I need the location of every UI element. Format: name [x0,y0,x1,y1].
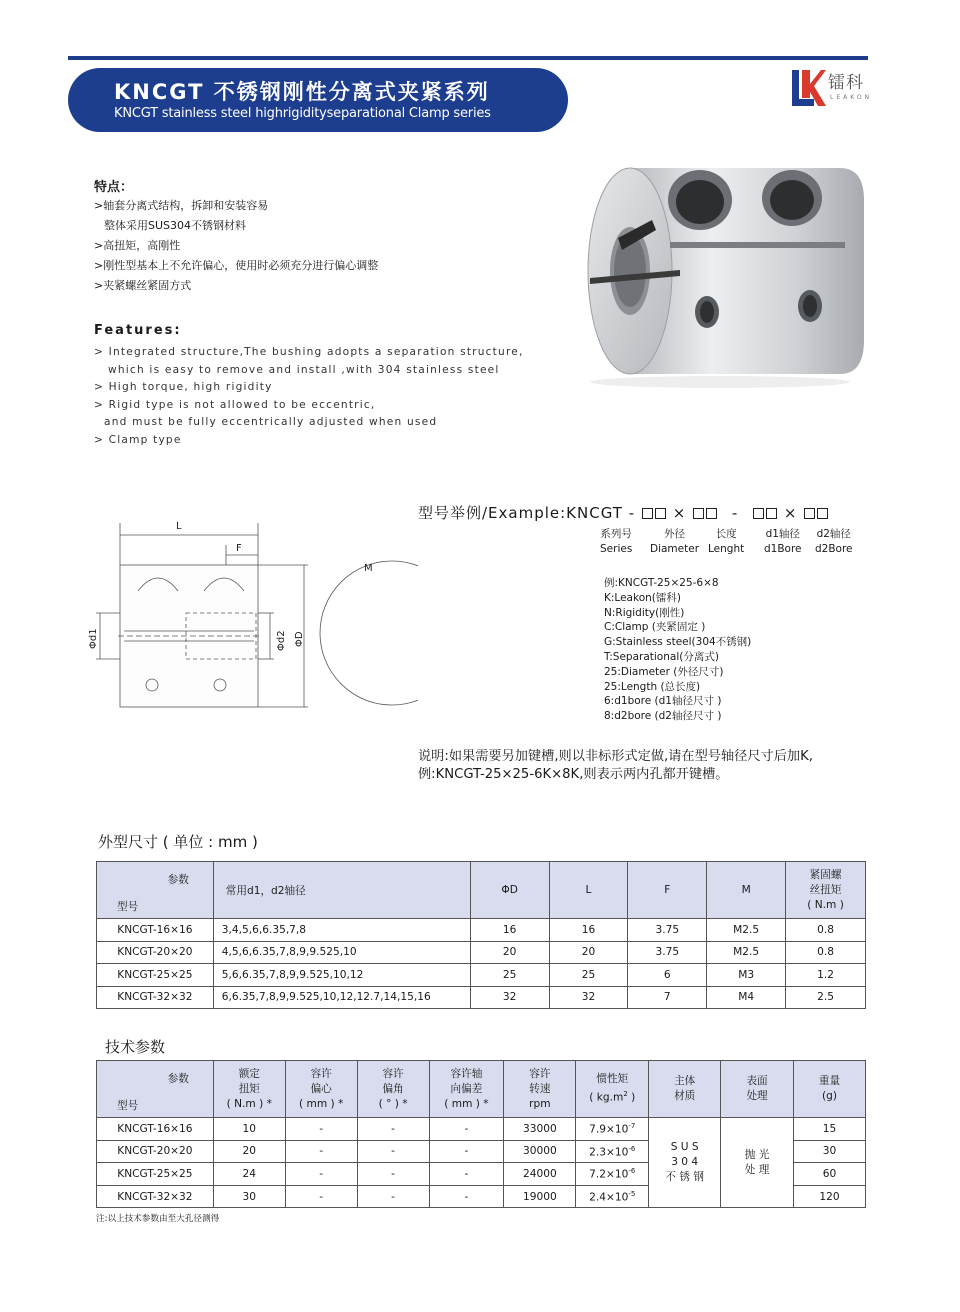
table-cell: KNCGT-16×16 [97,919,214,942]
table-cell: 3.75 [628,919,707,942]
table-header-cell: 紧固螺 丝扭矩 ( N.m ) [786,862,866,919]
table-cell: T:Separational(分离式) [604,650,719,663]
dims-section-title: 外型尺寸 ( 单位 : mm ) [98,833,258,851]
product-photo [570,150,870,390]
table-cell: M3 [707,964,786,987]
table-cell: $7.9\times 10^{-7}$ [576,1118,649,1141]
table-header-cell: 常用d1，d2轴径 [213,862,470,919]
table-header-cell: M [707,862,786,919]
table-cell: - [429,1118,504,1141]
features-en-item: > High torque, high rigidity [94,381,273,393]
table-cell: 20 [549,941,628,964]
title-banner [68,68,568,132]
table-header-cell: F [628,862,707,919]
table-cell: 30 [213,1185,285,1208]
table-header-cell: L [549,862,628,919]
surface-cell: 抛 光 处 理 [721,1118,794,1208]
table-cell: - [429,1185,504,1208]
table-cell: KNCGT-32×32 [97,1185,214,1208]
table-cell: 3,4,5,6,6.35,7,8 [213,919,470,942]
table-cell: - [357,1140,429,1163]
table-cell: 24000 [504,1163,576,1186]
table-cell: 120 [794,1185,866,1208]
dim-d1-label: Φd1 [88,628,99,649]
table-cell: KNCGT-16×16 [97,1118,214,1141]
table-header-cell: ΦD [470,862,549,919]
tech-header-diag: 参数 型号 [97,1061,214,1118]
title-en: KNCGT stainless steel highrigidityseparational Clamp series [114,106,491,121]
table-cell: - [357,1185,429,1208]
table-header-cell: 主体 材质 [649,1061,721,1118]
table-cell: $2.4\times 10^{-5}$ [576,1185,649,1208]
dim-D-label: ΦD [294,631,305,647]
table-cell: K:Leakon(镭科) [604,591,681,604]
table-cell: 外径 [664,528,686,540]
features-en-item: and must be fully eccentrically adjusted when used [104,416,438,428]
table-cell: M2.5 [707,941,786,964]
table-cell: - [285,1185,357,1208]
table-header-cell: 容许 偏心 ( mm ) * [285,1061,357,1118]
table-cell: - [429,1140,504,1163]
table-header-cell: 容许 转速 rpm [504,1061,576,1118]
table-cell: 16 [470,919,549,942]
technical-drawing [78,515,418,725]
features-en-item: > Clamp type [94,433,182,446]
features-cn-item: >高扭矩，高刚性 [94,239,181,252]
table-cell: M4 [707,986,786,1009]
table-row [97,941,866,964]
table-cell: 32 [470,986,549,1009]
footnote: 注:以上技术参数由至大孔径测得 [96,1214,220,1224]
table-cell: 32 [549,986,628,1009]
logo-en: LEAKON [830,94,873,101]
example-label [815,527,853,557]
features-cn-title: 特点： [94,180,134,195]
table-cell: 20 [470,941,549,964]
features-en-item: which is easy to remove and install ,with 304 stainless steel [108,363,500,376]
table-cell: 33000 [504,1118,576,1141]
logo-cn: 镭科 [828,73,864,93]
table-cell: d2Bore [815,543,853,555]
table-cell: 16 [549,919,628,942]
features-cn-item: >轴套分离式结构，拆卸和安装容易 [94,199,269,212]
table-row [97,986,866,1009]
table-cell: d1轴径 [765,528,800,540]
table-cell: d1Bore [764,543,802,555]
table-cell: $2.3\times 10^{-6}$ [576,1140,649,1163]
table-cell: 系列号 [600,528,632,540]
dim-m-label: M [364,563,373,574]
features-en-item: > Integrated structure,The bushing adopts a separation structure, [94,346,524,358]
features-en-title: Features: [94,323,182,338]
table-cell: 说明:如果需要另加键槽,则以非标形式定做,请在型号轴径尺寸后加K, [418,749,813,764]
example-label [650,527,699,557]
table-row [97,919,866,942]
example-label [600,527,632,557]
table-header-cell: 表面 处理 [721,1061,794,1118]
table-cell: G:Stainless steel(304不锈钢) [604,636,752,649]
table-cell: 19000 [504,1185,576,1208]
example-times: × [783,504,798,522]
table-cell: - [285,1163,357,1186]
features-cn-item: 整体采用SUS304不锈钢材料 [104,219,247,232]
example-title [418,502,829,523]
table-cell: 3.75 [628,941,707,964]
table-cell: 6:d1bore (d1轴径尺寸 ) [604,695,722,708]
table-header-cell: 容许轴 向偏差 ( mm ) * [429,1061,504,1118]
dim-l-label: L [176,521,182,532]
table-row [97,964,866,987]
table-cell: 20 [213,1140,285,1163]
table-cell: 0.8 [786,919,866,942]
keyway-note [418,748,813,784]
table-cell: KNCGT-20×20 [97,1140,214,1163]
table-cell: Diameter [650,543,700,555]
table-cell: d2轴径 [816,528,851,540]
table-header-cell: 惯性矩 ( $kg.m^2$ ) [576,1061,649,1118]
tech-section-title: 技术参数 [105,1038,166,1056]
table-cell: - [357,1118,429,1141]
table-header-cell: 额定 扭矩 ( N.m ) * [213,1061,285,1118]
table-cell: 长度 [715,528,737,540]
table-cell: M2.5 [707,919,786,942]
dims-header-diag: 参数 型号 [97,862,214,919]
dim-f-label: F [236,543,242,554]
table-cell: KNCGT-25×25 [97,964,214,987]
table-cell: 0.8 [786,941,866,964]
table-cell: 5,6,6.35,7,8,9,9.525,10,12 [213,964,470,987]
table-cell: 25 [549,964,628,987]
table-cell: 25:Diameter (外径尺寸) [604,665,724,678]
table-cell: 例:KNCGT-25×25-6×8 [604,577,719,589]
top-rule [68,56,868,60]
table-header-cell: 重量 (g) [794,1061,866,1118]
title-cn: KNCGT 不锈钢刚性分离式夹紧系列 [114,80,490,104]
table-cell: 10 [213,1118,285,1141]
features-en-list [94,344,524,449]
example-times: × [672,504,687,522]
table-header-cell: 容许 偏角 ( ° ) * [357,1061,429,1118]
table-cell: N:Rigidity(刚性) [604,606,685,619]
table-cell: KNCGT-25×25 [97,1163,214,1186]
table-cell: Lenght [708,543,745,555]
table-cell: - [357,1163,429,1186]
brand-logo [790,66,880,112]
features-cn-item: >夹紧螺丝紧固方式 [94,279,192,292]
leakon-logo-icon [790,66,826,110]
table-cell: 2.5 [786,986,866,1009]
table-cell: KNCGT-32×32 [97,986,214,1009]
table-cell: C:Clamp (夹紧固定 ) [604,621,706,634]
table-cell: 30 [794,1140,866,1163]
tech-table [96,1060,866,1208]
table-cell: 8:d2bore (d2轴径尺寸 ) [604,710,722,723]
dim-d2-label: Φd2 [276,630,287,651]
example-prefix: 型号举例/Example:KNCGT - [418,504,636,522]
table-cell: $7.2\times 10^{-6}$ [576,1163,649,1186]
table-cell: 15 [794,1118,866,1141]
table-cell: 60 [794,1163,866,1186]
example-label [708,527,744,557]
example-dash: - [731,504,739,522]
table-cell: - [285,1140,357,1163]
example-label [764,527,802,557]
dims-table [96,861,866,1009]
table-cell: Series [600,543,633,555]
example-codes [604,576,751,724]
table-cell: 6,6.35,7,8,9,9.525,10,12,12.7,14,15,16 [213,986,470,1009]
table-cell: 6 [628,964,707,987]
table-cell: 1.2 [786,964,866,987]
table-cell: 7 [628,986,707,1009]
features-cn-item: >刚性型基本上不允许偏心，使用时必须充分进行偏心调整 [94,259,379,272]
table-cell: 4,5,6,6.35,7,8,9,9.525,10 [213,941,470,964]
table-cell: 24 [213,1163,285,1186]
table-cell: 25 [470,964,549,987]
table-cell: 30000 [504,1140,576,1163]
table-cell: 25:Length (总长度) [604,680,701,693]
table-cell: - [285,1118,357,1141]
table-cell: - [429,1163,504,1186]
table-cell: KNCGT-20×20 [97,941,214,964]
features-cn-list [94,196,378,296]
table-cell: 例:KNCGT-25×25-6K×8K,则表示两内孔都开键槽。 [418,767,729,782]
features-en-item: > Rigid type is not allowed to be eccentric, [94,398,376,411]
material-cell: S U S 3 0 4 不 锈 钢 [649,1118,721,1208]
table-row [97,1118,866,1141]
